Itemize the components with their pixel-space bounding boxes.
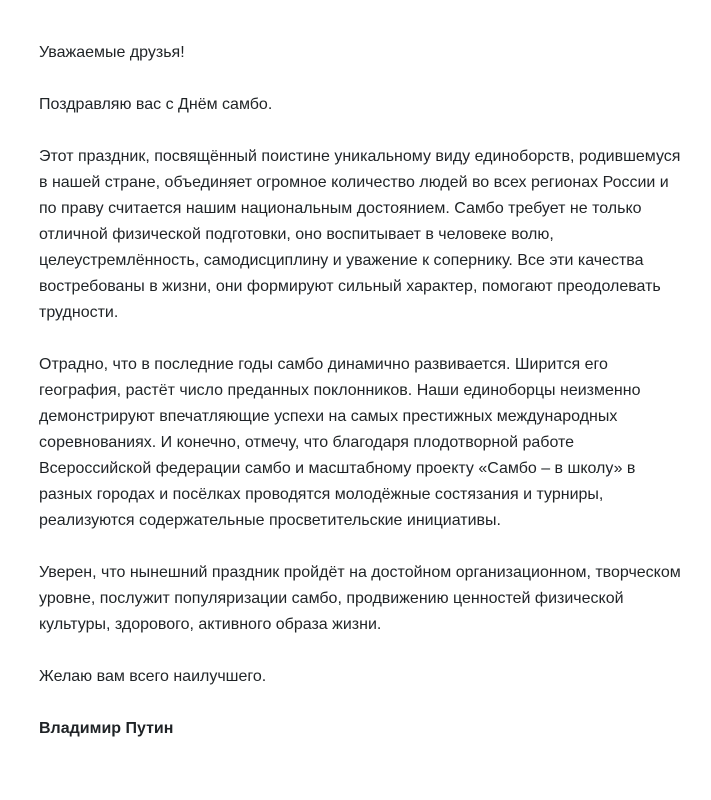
closing-line: Желаю вам всего наилучшего. — [39, 668, 267, 685]
signature: Владимир Путин — [39, 720, 174, 737]
paragraph-development: Отрадно, что в последние годы самбо динамично развивается. Ширится его география, растёт число преданных поклонников. Наши единоборцы неизменно демонстрируют впечатляющие успехи на самых престижных международных соревнованиях. И конечно, отмечу, что благодаря плодотворной работе Всероссийской федерации самбо и масштабному проекту «Самбо – в школу» в разных городах и посёлках проводятся молодёжные состязания и турниры, реализуются содержательные просветительские инициативы. — [39, 356, 641, 529]
letter-body — [39, 40, 689, 742]
paragraph-wishes: Уверен, что нынешний праздник пройдёт на достойном организационном, творческом уровне, послужит популяризации самбо, продвижению ценностей физической культуры, здорового, активного образа жизни. — [39, 564, 681, 633]
paragraph-holiday-values: Этот праздник, посвящённый поистине уникальному виду единоборств, родившемуся в нашей стране, объединяет огромное количество людей во всех регионах России и по праву считается нашим национальным достоянием. Самбо требует не только отличной физической подготовки, оно воспитывает в человеке волю, целеустремлённость, самодисциплину и уважение к сопернику. Все эти качества востребованы в жизни, они формируют сильный характер, помогают преодолевать трудности. — [39, 148, 681, 321]
greeting: Уважаемые друзья! — [39, 44, 185, 61]
congratulation-line: Поздравляю вас с Днём самбо. — [39, 96, 273, 113]
